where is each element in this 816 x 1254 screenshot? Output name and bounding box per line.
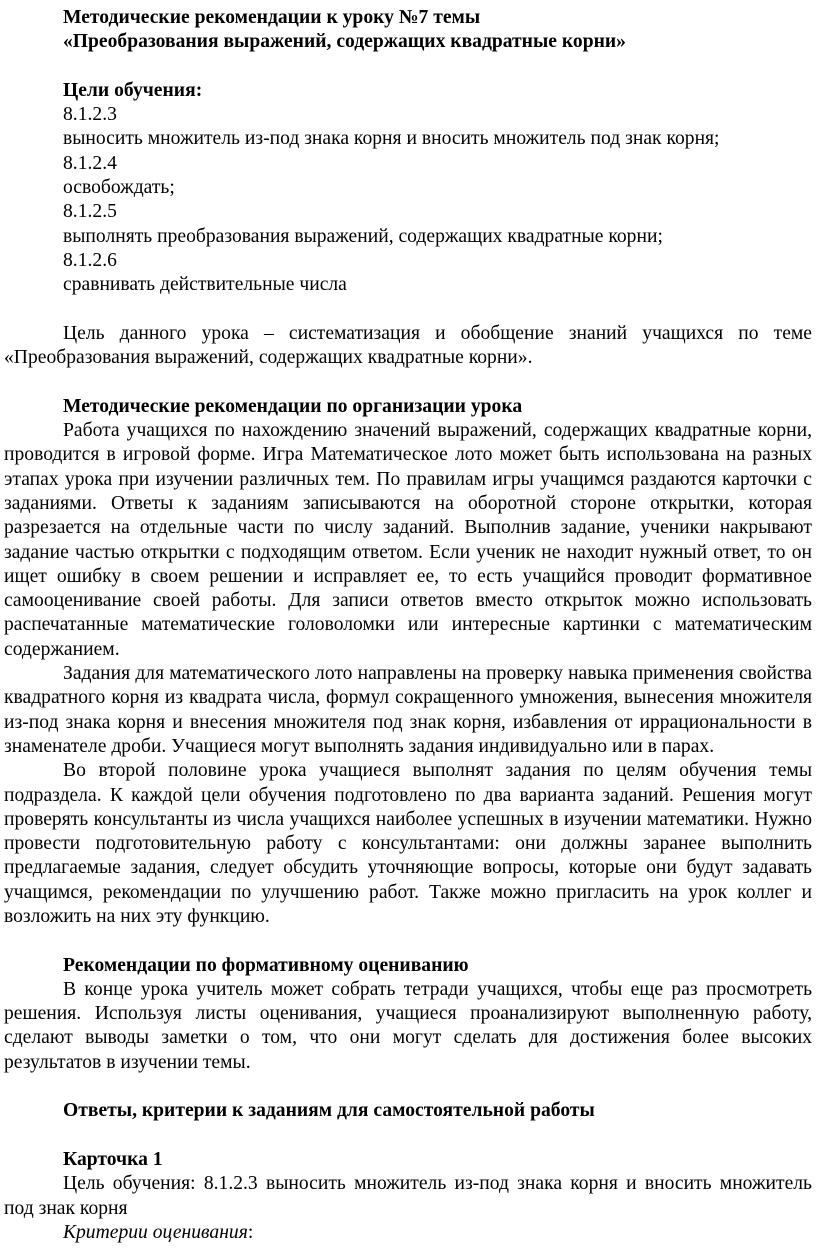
- document-title-line1: Методические рекомендации к уроку №7 темы: [63, 7, 481, 28]
- card1-heading: Карточка 1: [63, 1148, 163, 1170]
- lesson-goal-paragraph: Цель данного урока – систематизация и обобщение знаний учащихся по теме «Преобразования выражений, содержащих квадратные корни».: [4, 322, 812, 369]
- goals-section: [0, 79, 816, 298]
- goal-text: сравнивать действительные числа: [63, 274, 347, 296]
- organization-paragraph: Задания для математического лото направлены на проверку навыка применения свойства квадратного корня из квадрата числа, формул сокращенного умножения, вынесения множителя из-под знака корня и внесения множителя под знак корня, избавления от иррациональности в знаменателе дроби. Учащиеся могут выполнять задания индивидуально или в парах.: [4, 663, 812, 757]
- goal-text: освобождать;: [63, 177, 175, 199]
- goal-code: 8.1.2.6: [63, 249, 117, 271]
- organization-paragraph: Работа учащихся по нахождению значений выражений, содержащих квадратные корни, проводится в игровой форме. Игра Математическое лото может быть использована на разных этапах урока при изучении различных тем. По правилам игры учащимся раздаются карточки с заданиями. Ответы к заданиям записываются на оборотной стороне открытки, которая разрезается на отдельные части по числу заданий. Выполнив задание, ученики накрывают задание частью открытки с подходящим ответом. Если ученик не находит нужный ответ, то он ищет ошибку в своем решении и исправляет ее, то есть учащийся проводит формативное самооценивание своей работы. Для записи ответов вместо открыток можно использовать распечатанные математические головоломки или интересные картинки с математическим содержанием.: [4, 420, 812, 660]
- card1-goal: Цель обучения: 8.1.2.3 выносить множитель из-под знака корня и вносить множитель под знак корня: [4, 1173, 812, 1219]
- answers-heading: Ответы, критерии к заданиям для самостоятельной работы: [63, 1100, 595, 1122]
- criteria-colon: :: [247, 1221, 254, 1243]
- goal-text: выносить множитель из-под знака корня и вносить множитель под знак корня;: [63, 128, 720, 150]
- formative-heading: Рекомендации по формативному оцениванию: [63, 954, 469, 976]
- goals-heading: Цели обучения:: [63, 79, 203, 101]
- document-page: [0, 6, 816, 1245]
- card1-criteria: [63, 1221, 812, 1245]
- criteria-label: Критерии оценивания: [63, 1221, 248, 1243]
- goal-code: 8.1.2.4: [63, 152, 117, 174]
- goal-code: 8.1.2.3: [63, 104, 117, 126]
- goal-text: выполнять преобразования выражений, содержащих квадратные корни;: [63, 225, 663, 247]
- organization-heading: Методические рекомендации по организации урока: [63, 395, 523, 417]
- goal-code: 8.1.2.5: [63, 201, 117, 223]
- organization-paragraph: Во второй половине урока учащиеся выполнят задания по целям обучения темы подраздела. К каждой цели обучения подготовлено по два варианта заданий. Решения могут проверять консультанты из числа учащихся наиболее успешных в изучении математики. Нужно провести подготовительную работу с консультантами: они должны заранее выполнить предлагаемые задания, следует обсудить уточняющие вопросы, которые они будут задавать учащимся, рекомендации по улучшению работ. Также можно пригласить на урок коллег и возложить на них эту функцию.: [4, 760, 812, 927]
- formative-paragraph: В конце урока учитель может собрать тетради учащихся, чтобы еще раз просмотреть решения. Используя листы оценивания, учащиеся проанализируют выполненную работу, сделают выводы заметки о том, что они могут сделать для достижения более высоких результатов в изучении темы.: [4, 978, 812, 1073]
- organization-section: [0, 419, 816, 929]
- document-title-line2: «Преобразования выражений, содержащих квадратные корни»: [63, 31, 626, 53]
